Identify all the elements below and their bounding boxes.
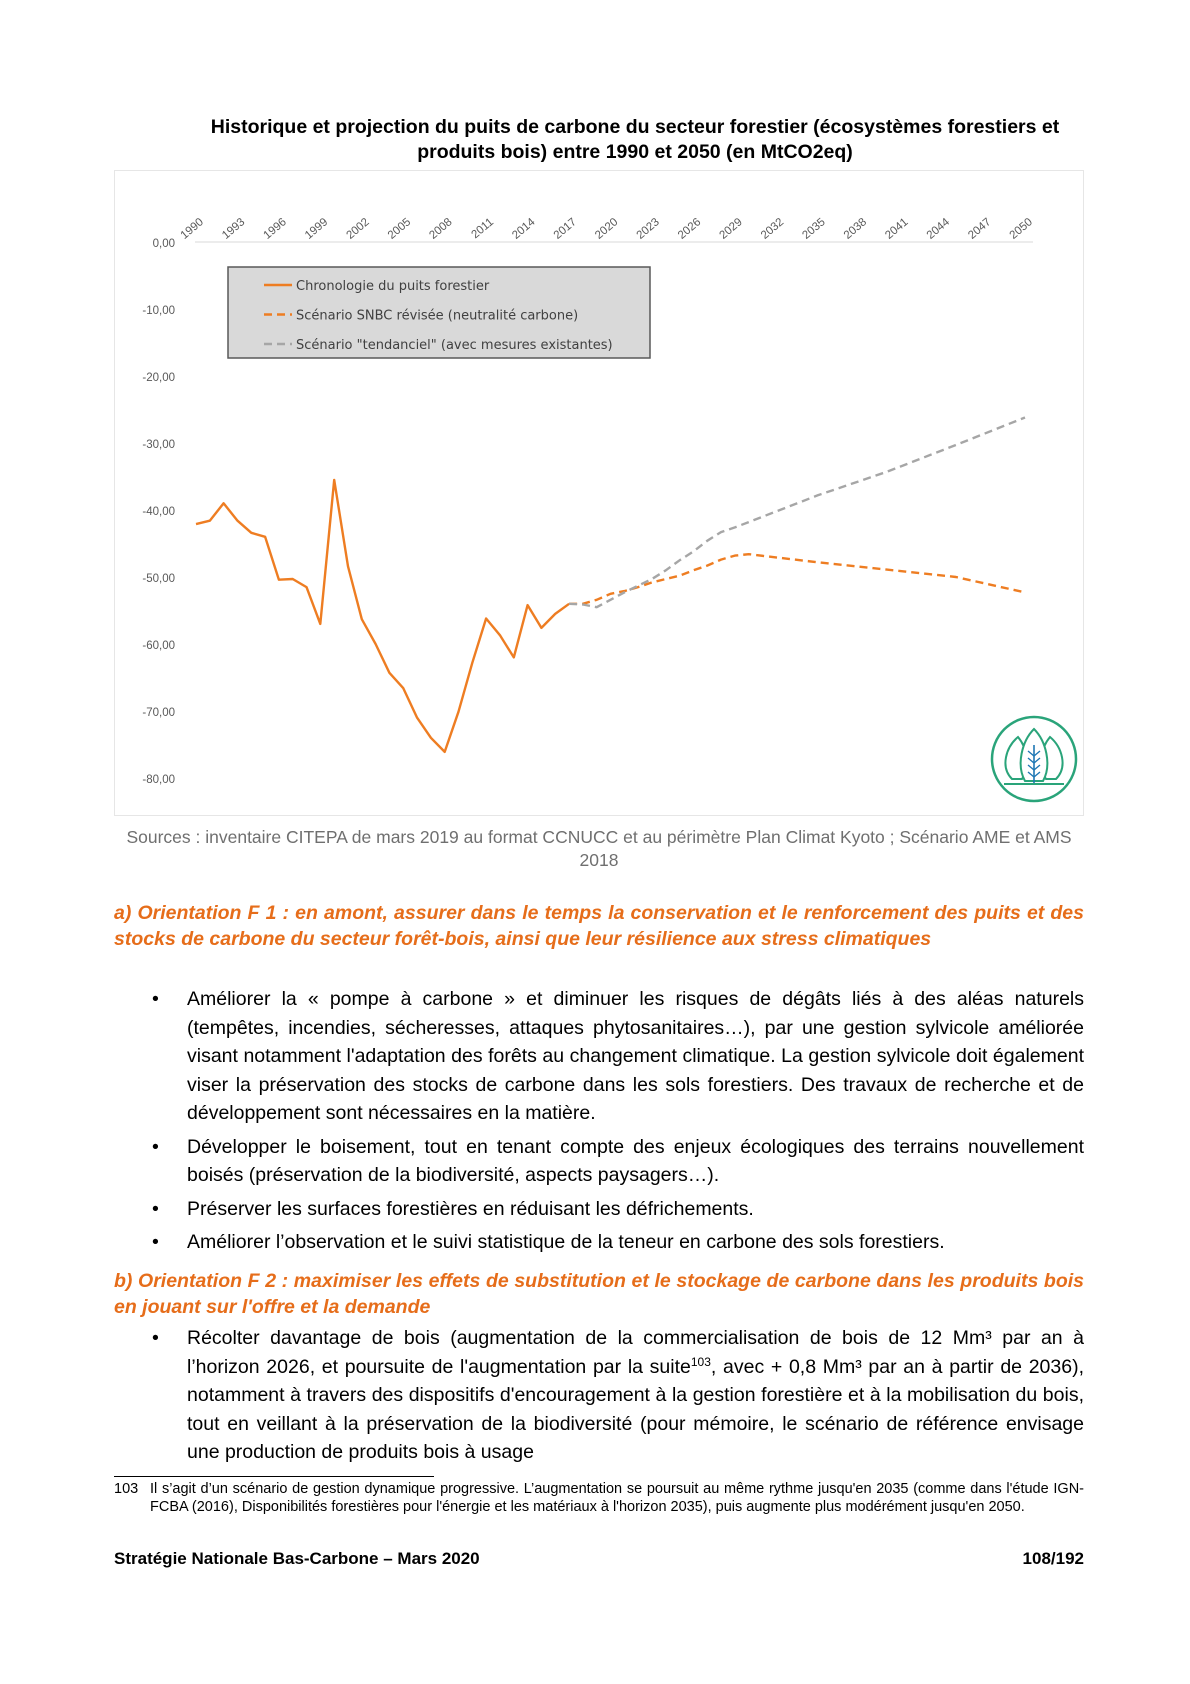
list-item: • Améliorer l’observation et le suivi statistique de la teneur en carbone des sols forestiers. [114,1228,1084,1257]
orientation-f1-list [114,985,1084,1262]
page-footer [114,1549,1084,1569]
x-tick-label: 1990 [178,216,206,242]
y-tick-label: -40,00 [142,506,175,518]
x-tick-label: 2023 [634,216,662,242]
x-tick-label: 2038 [841,216,870,242]
x-tick-label: 1993 [220,216,248,242]
orientation-f2-list [114,1324,1084,1472]
x-tick-label: 2020 [593,216,621,242]
y-tick-label: 0,00 [152,238,175,250]
x-tick-label: 2035 [800,216,828,242]
footnote-ref[interactable]: 103 [690,1354,711,1369]
legend-entry: Scénario SNBC révisée (neutralité carbone) [296,308,579,324]
x-tick-label: 2002 [344,216,372,242]
series-line-1 [569,554,1025,604]
series-line-2 [569,418,1025,608]
list-item: • Améliorer la « pompe à carbone » et diminuer les risques de dégâts liés à des aléas naturels (tempêtes, incendies, sécheresses, attaques phytosanitaires…), par une gestion sylvicole améliorée visant notamment l'adaptation des forêts au changement climatique. La gestion sylvicole doit également viser la préservation des stocks de carbone dans les sols forestiers. Des travaux de recherche et de développement sont nécessaires en la matière. [114,985,1084,1128]
x-tick-label: 2029 [717,216,745,242]
x-tick-label: 2011 [469,216,497,242]
footnote [114,1480,1084,1516]
chart-svg [115,171,1083,815]
y-tick-label: -20,00 [142,372,175,384]
x-tick-label: 1999 [302,216,331,242]
legend-entry: Scénario "tendanciel" (avec mesures existantes) [296,338,613,353]
y-tick-label: -80,00 [142,774,175,786]
list-item: • Développer le boisement, tout en tenant compte des enjeux écologiques des terrains nouvellement boisés (préservation de la biodiversité, aspects paysagers…). [114,1133,1084,1190]
x-tick-label: 2044 [924,216,953,242]
bullet-text-start: Récolter davantage de bois (augmentation de la commercialisation de bois de 12 Mm³ par an à l’horizon 2026, et poursuite de l'augmentation par la suite [187,1327,1084,1378]
footnote-text: Il s’agit d’un scénario de gestion dynamique progressive. L’augmentation se poursuit au même rythme jusqu'en 2035 (comme dans l'étude IGN-FCBA (2016), Disponibilités forestières pour l'énergie et les matériaux à l'horizon 2035), puis augmente plus modérément jusqu'en 2050. [150,1481,1084,1515]
bullet-text-end: , avec + 0,8 Mm³ par an à partir de 2036), notamment à travers des dispositifs d'encouragement à la gestion forestière et à la mobilisation du bois, tout en veillant à la préservation de la biodiversité (pour mémoire, le scénario de référence envisage une production de produits bois à usage [187,1355,1084,1463]
y-tick-label: -10,00 [142,305,175,317]
footnote-number: 103 [114,1481,139,1497]
chart-area [114,170,1084,816]
y-tick-label: -30,00 [142,439,175,451]
y-tick-label: -50,00 [142,573,175,585]
list-item: • Préserver les surfaces forestières en réduisant les défrichements. [114,1195,1084,1224]
x-tick-label: 2041 [883,216,911,242]
series-line-0 [196,480,569,752]
orientation-f2-heading: b) Orientation F 2 : maximiser les effets de substitution et le stockage de carbone dans les produits bois en jouant sur l'offre et la demande [114,1270,1084,1318]
x-tick-label: 1996 [261,216,289,242]
footnote-separator [114,1476,434,1477]
x-tick-label: 2008 [427,216,455,242]
legend-entry: Chronologie du puits forestier [296,279,490,294]
y-tick-label: -60,00 [142,640,175,652]
list-item [114,1324,1084,1467]
y-tick-label: -70,00 [142,707,175,719]
orientation-f1-heading: a) Orientation F 1 : en amont, assurer dans le temps la conservation et le renforcement des puits et des stocks de carbone du secteur forêt-bois, ainsi que leur résilience aux stress climatiques [114,902,1084,950]
x-tick-label: 2032 [758,216,787,242]
chart-sources: Sources : inventaire CITEPA de mars 2019 au format CCNUCC et au périmètre Plan Climat Kyoto ; Scénario AME et AMS 2018 [126,827,1072,870]
x-tick-label: 2017 [551,216,579,242]
x-tick-label: 2050 [1007,216,1035,242]
chart-title: Historique et projection du puits de carbone du secteur forestier (écosystèmes forestiers et produits bois) entre 1990 et 2050 (en MtCO2eq) [210,116,1060,163]
footer-title: Stratégie Nationale Bas-Carbone – Mars 2020 [114,1549,480,1568]
x-tick-label: 2026 [676,216,704,242]
x-tick-label: 2047 [966,216,994,242]
x-tick-label: 2005 [385,216,414,242]
page-number: 108/192 [1022,1549,1084,1568]
x-tick-label: 2014 [510,216,538,242]
